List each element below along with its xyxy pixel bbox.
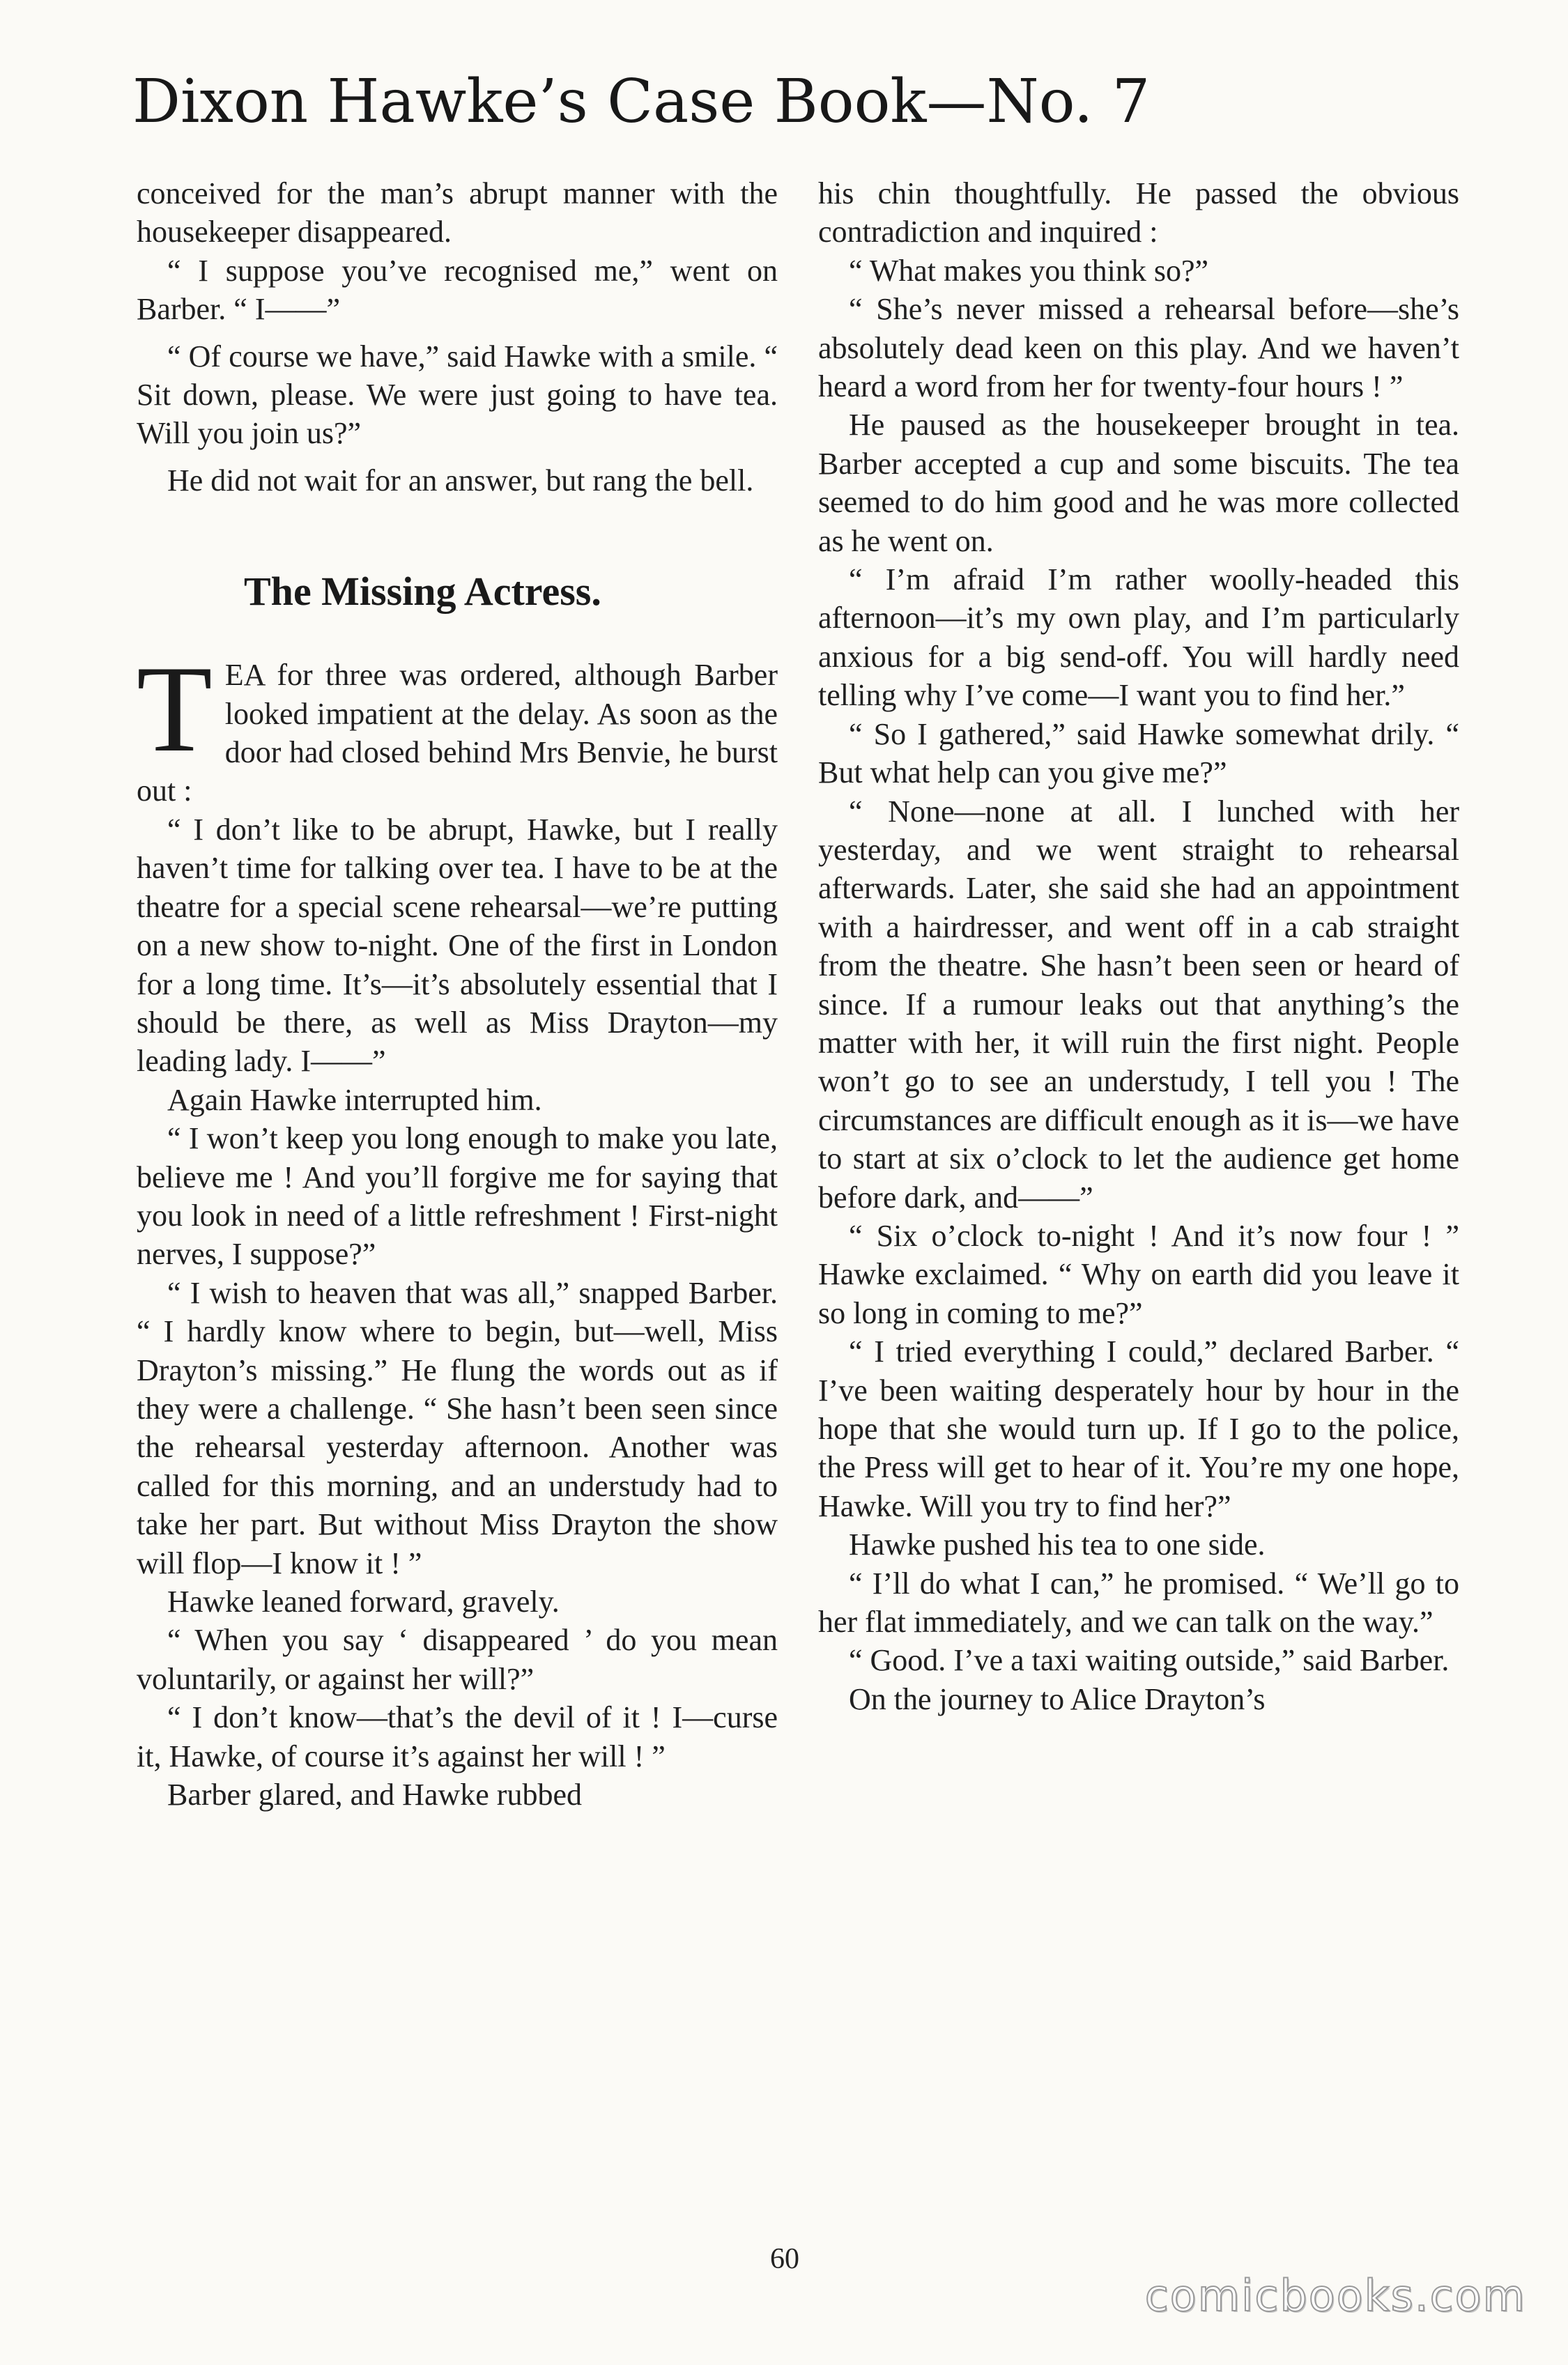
paragraph: “ She’s never missed a rehearsal before—she’s absolutely dead keen on this play. And we haven’t heard a word from her for twenty-four hours ! ” xyxy=(818,292,1459,404)
paragraph: Hawke leaned forward, gravely. xyxy=(167,1585,560,1619)
left-column xyxy=(137,174,778,1814)
paragraph: “ I’ll do what I can,” he promised. “ We’ll go to her flat immediately, and we can talk on the way.” xyxy=(818,1566,1459,1640)
paragraph: conceived for the man’s abrupt manner with the housekeeper disappeared. xyxy=(137,176,778,249)
paragraph: “ I wish to heaven that was all,” snapped Barber. “ I hardly know where to begin, but—well, Miss Drayton’s missing.” He flung the words out as if they were a challenge. “ She hasn’t been seen since the rehearsal yesterday afternoon. Another was called for this morning, and an understudy had to take her part. But without Miss Drayton the show will flop—I know it ! ” xyxy=(137,1275,778,1580)
paragraph: Again Hawke interrupted him. xyxy=(167,1082,542,1117)
page-title: Dixon Hawke’s Case Book—No. 7 xyxy=(132,67,1151,137)
drop-cap: T xyxy=(137,640,213,778)
paragraph: On the journey to Alice Drayton’s xyxy=(849,1681,1266,1716)
paragraph: “ I’m afraid I’m rather woolly-headed this afternoon—it’s my own play, and I’m particularly anxious for a big send-off. You will hardly need telling why I’ve come—I want you to find her.” xyxy=(818,562,1459,713)
paragraph: “ None—none at all. I lunched with her yesterday, and we went straight to rehearsal afterwards. Later, she said she had an appointment with a hairdresser, and went off in a cab straight from the theatre. She hasn’t been seen or heard of since. If a rumour leaks out that anything’s the matter with her, it will ruin the first night. People won’t go to see an understudy, I tell you ! The circumstances are difficult enough as it is—we have to start at six o’clock to let the audience get home before dark, and——” xyxy=(818,794,1459,1215)
paragraph: Hawke pushed his tea to one side. xyxy=(849,1527,1266,1562)
paragraph: “ Good. I’ve a taxi waiting outside,” said Barber. xyxy=(849,1643,1450,1678)
paragraph: “ Six o’clock to-night ! And it’s now four ! ” Hawke exclaimed. “ Why on earth did you leave it so long in coming to me?” xyxy=(818,1218,1459,1330)
paragraph: “ When you say ‘ disappeared ’ do you mean voluntarily, or against her will?” xyxy=(137,1623,778,1696)
story-opening-text: EA for three was ordered, although Barber looked impatient at the delay. As soon as the door had closed behind Mrs Benvie, he burst out : xyxy=(137,658,778,808)
page-number: 60 xyxy=(770,2243,799,2275)
paragraph: “ I won’t keep you long enough to make you late, believe me ! And you’ll forgive me for saying that you look in need of a little refreshment ! First-night nerves, I suppose?” xyxy=(137,1121,778,1272)
paragraph: his chin thoughtfully. He passed the obvious contradiction and inquired : xyxy=(818,176,1459,249)
paragraph: “ I suppose you’ve recognised me,” went on Barber. “ I——” xyxy=(137,253,778,327)
paragraph: “ I don’t know—that’s the devil of it ! I—curse it, Hawke, of course it’s against her will ! ” xyxy=(137,1700,778,1773)
watermark: comicbooks.com xyxy=(1144,2270,1526,2321)
paragraph: “ I tried everything I could,” declared Barber. “ I’ve been waiting desperately hour by hour in the hope that she would turn up. If I go to the police, the Press will get to hear of it. You’re my one hope, Hawke. Will you try to find her?” xyxy=(818,1334,1459,1523)
paragraph: He paused as the housekeeper brought in tea. Barber accepted a cup and some biscuits. The tea seemed to do him good and he was more collected as he went on. xyxy=(818,408,1459,558)
story-opening-paragraph xyxy=(137,640,778,810)
right-column xyxy=(818,174,1459,1718)
paragraph: “ What makes you think so?” xyxy=(849,253,1209,288)
paragraph: He did not wait for an answer, but rang the bell. xyxy=(167,463,754,498)
paragraph: Barber glared, and Hawke rubbed xyxy=(167,1778,582,1812)
section-heading: The Missing Actress. xyxy=(244,569,601,615)
paragraph: “ Of course we have,” said Hawke with a smile. “ Sit down, please. We were just going to have tea. Will you join us?” xyxy=(137,339,778,451)
paragraph: “ So I gathered,” said Hawke somewhat drily. “ But what help can you give me?” xyxy=(818,716,1459,790)
paragraph: “ I don’t like to be abrupt, Hawke, but I really haven’t time for talking over tea. I have to be at the theatre for a special scene rehearsal—we’re putting on a new show to-night. One of the first in London for a long time. It’s—it’s absolutely essential that I should be there, as well as Miss Drayton—my leading lady. I——” xyxy=(137,812,778,1079)
